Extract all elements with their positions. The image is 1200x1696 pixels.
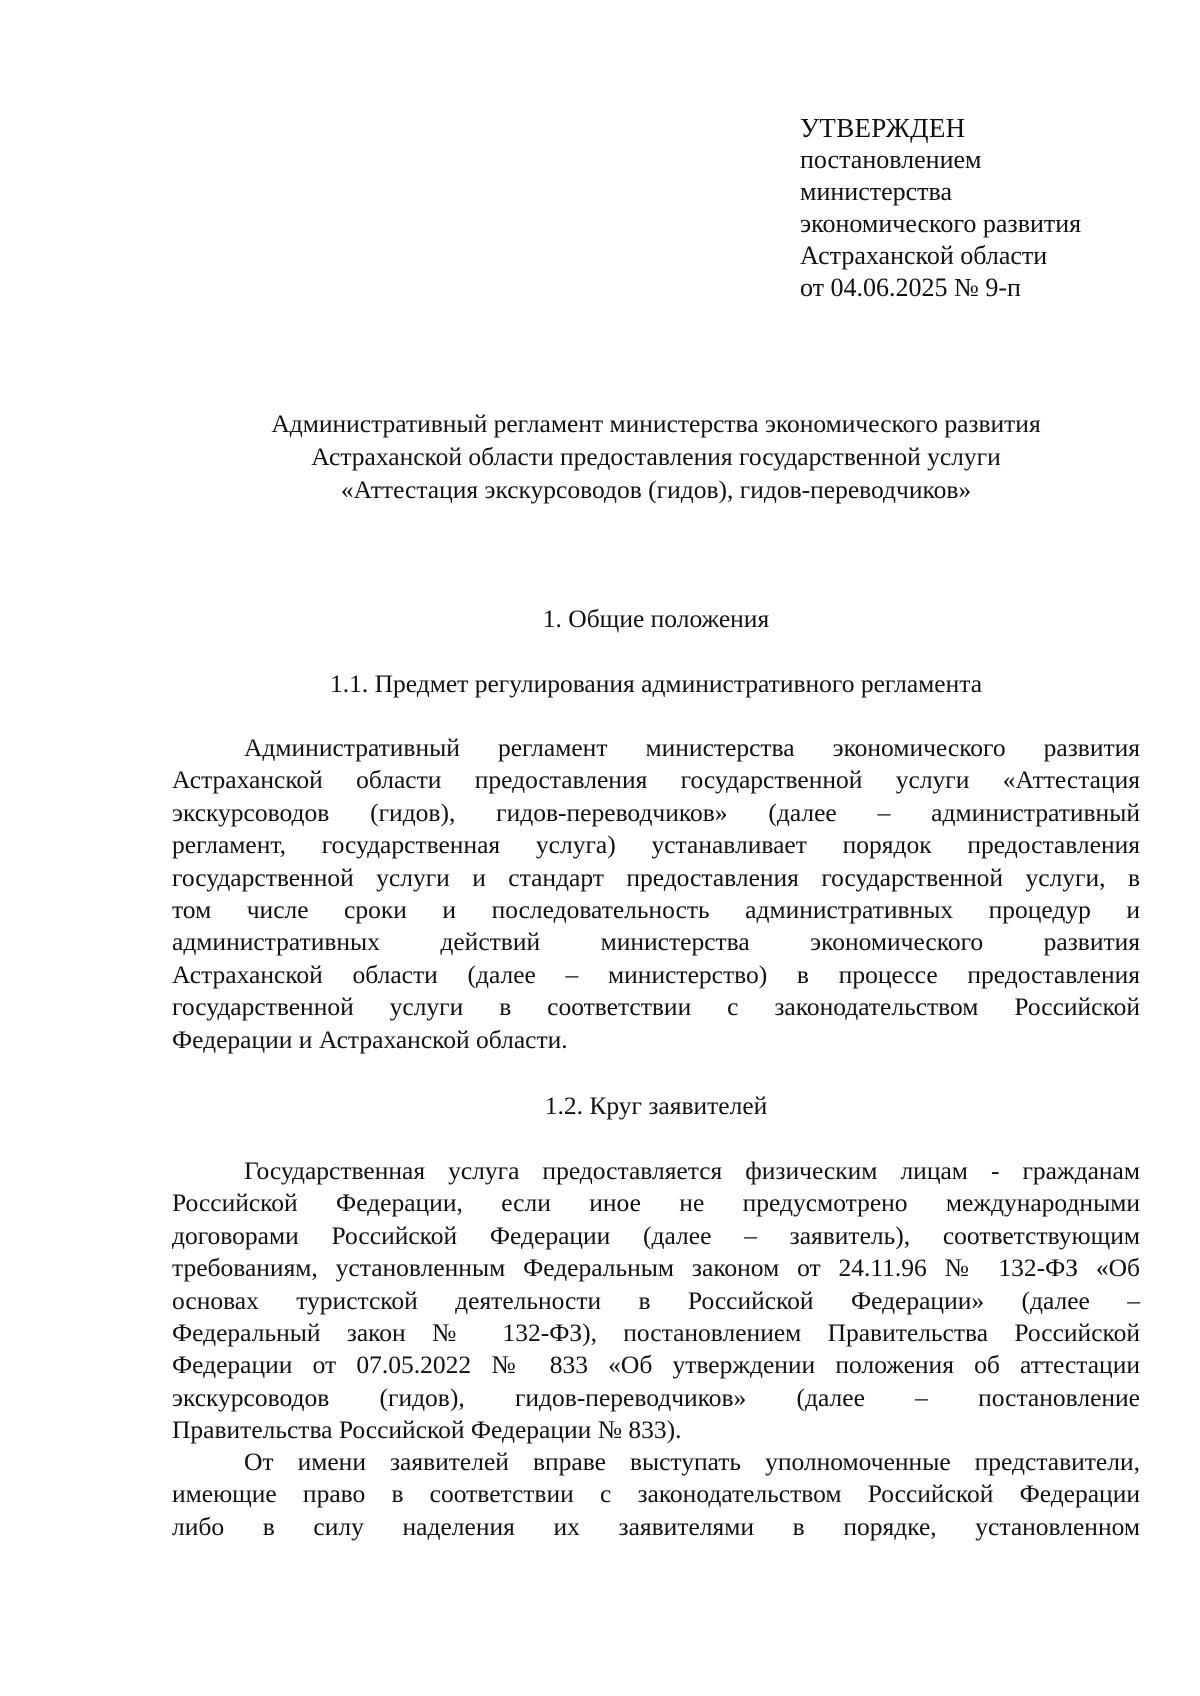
paragraph-line: Российской Федерации, если иное не предусмотрено международными [172,1188,1140,1218]
approval-line: министерства [800,177,953,206]
paragraph-line: Правительства Российской Федерации № 833). [172,1415,682,1445]
paragraph-line: административных действий министерства экономического развития [172,927,1140,957]
paragraph-line: либо в силу наделения их заявителями в порядке, установленном [172,1511,1140,1541]
paragraph-line: основах туристской деятельности в Российской Федерации» (далее – [172,1285,1140,1315]
paragraph-line: экскурсоводов (гидов), гидов-переводчиков» (далее – административный [172,797,1140,827]
title-line: Административный регламент министерства экономического развития [271,409,1041,438]
subsection-heading-subject: 1.1. Предмет регулирования административного регламента [329,669,983,698]
paragraph-line: Административный регламент министерства экономического развития [244,733,1140,762]
paragraph-line: экскурсоводов (гидов), гидов-переводчиков» (далее – постановление [172,1382,1140,1412]
approval-heading: УТВЕРЖДЕН [800,113,966,143]
title-line: «Аттестация экскурсоводов (гидов), гидов-переводчиков» [340,475,972,504]
paragraph-line: Федерации от 07.05.2022 № 833 «Об утверждении положения об аттестации [172,1350,1140,1380]
paragraph-line: требованиям, установленным Федеральным законом от 24.11.96 № 132-ФЗ «Об [172,1253,1140,1283]
approval-stamp-block [800,112,1160,304]
paragraph-line: том числе сроки и последовательность административных процедур и [172,894,1140,924]
subsection-heading-applicants: 1.2. Круг заявителей [544,1091,768,1120]
paragraph-line: Астраханской области предоставления государственной услуги «Аттестация [172,765,1140,795]
paragraph-line: От имени заявителей вправе выступать уполномоченные представители, [244,1447,1140,1476]
paragraph-line: Астраханской области (далее – министерство) в процессе предоставления [172,959,1140,989]
paragraph-line: Федерации и Астраханской области. [172,1024,568,1054]
paragraph-line: Федеральный закон № 132-ФЗ), постановлением Правительства Российской [172,1317,1140,1347]
paragraph-line: Государственная услуга предоставляется физическим лицам - гражданам [244,1156,1140,1185]
approval-line: экономического развития [800,209,1082,238]
paragraph-line: имеющие право в соответствии с законодательством Российской Федерации [172,1479,1140,1509]
approval-date-number: от 04.06.2025 № 9-п [800,273,1021,302]
paragraph-line: государственной услуги в соответствии с законодательством Российской [172,992,1140,1022]
section-heading-general: 1. Общие положения [542,604,770,633]
paragraph-subject [172,732,1140,1056]
paragraph-line: договорами Российской Федерации (далее – заявитель), соответствующим [172,1220,1140,1250]
document-title [172,407,1140,506]
paragraph-line: регламент, государственная услуга) устанавливает порядок предоставления [172,830,1140,860]
approval-line: постановлением [800,145,982,174]
paragraph-line: государственной услуги и стандарт предоставления государственной услуги, в [172,862,1140,892]
approval-line: Астраханской области [800,241,1048,270]
paragraph-applicants [172,1155,1140,1447]
paragraph-representatives [172,1446,1140,1543]
title-line: Астраханской области предоставления государственной услуги [311,442,1001,471]
